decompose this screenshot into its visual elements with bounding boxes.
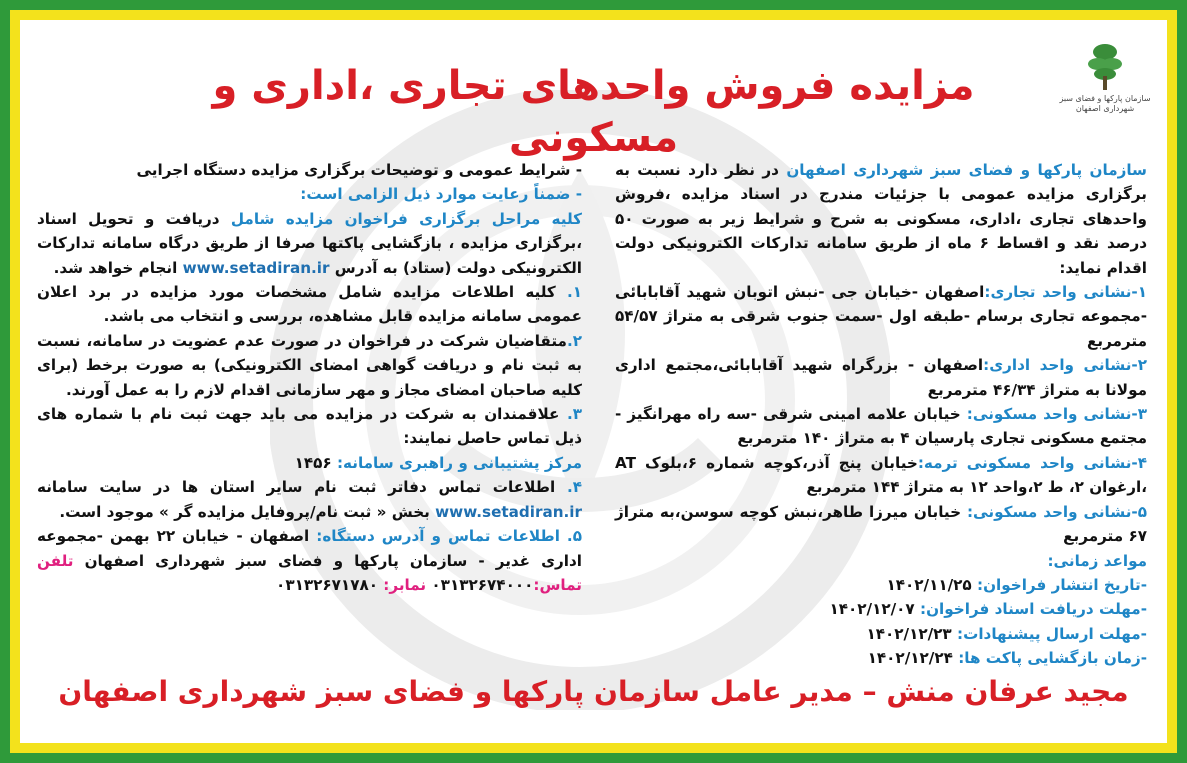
list-item: [615, 451, 1147, 500]
paragraph-number: ۲.: [566, 331, 582, 350]
contact-label: ۵. اطلاعات تماس و آدرس دستگاه:: [316, 527, 582, 546]
date-row: [615, 622, 1147, 646]
phone-label: تلفن تماس:: [37, 551, 582, 594]
logo-text-line2: شهرداری اصفهان: [1075, 104, 1135, 113]
item-label: ۳-نشانی واحد مسکونی:: [966, 405, 1147, 424]
numbered-paragraph: [37, 280, 582, 329]
date-label: -مهلت ارسال پیشنهادات:: [957, 624, 1147, 643]
list-item: [615, 353, 1147, 402]
date-row: [615, 646, 1147, 670]
contact-address: اصفهان - خیابان ۲۲ بهمن -مجموعه اداری غدیر - سازمان پارکها و فضای سبز شهرداری اصفهان: [37, 527, 582, 570]
date-row: [615, 597, 1147, 621]
numbered-paragraph: [37, 402, 582, 451]
tree-leaf-icon: [1082, 38, 1128, 92]
item-label: ۴-نشانی واحد مسکونی ترمه:: [917, 453, 1147, 472]
list-item: [615, 500, 1147, 549]
date-label: -مهلت دریافت اسناد فراخوان:: [920, 600, 1147, 619]
block-code: AT: [615, 453, 636, 472]
item-label: ۱-نشانی واحد تجاری:: [984, 283, 1147, 302]
date-value: ۱۴۰۲/۱۲/۲۴: [867, 649, 959, 668]
notice-panel: [20, 20, 1167, 743]
date-value: ۱۴۰۲/۱۲/۲۳: [866, 624, 958, 643]
phone-number: ۰۳۱۳۲۶۷۴۰۰۰: [431, 575, 534, 594]
support-number: ۱۴۵۶: [294, 453, 337, 472]
requirements-heading: - ضمناً رعایت موارد ذیل الزامی است:: [300, 185, 582, 204]
paragraph-text: علاقمندان به شرکت در مزایده می باید جهت ثبت نام با شماره های ذیل تماس حاصل نمایند:: [37, 405, 582, 448]
stages-label: کلیه مراحل برگزاری فراخوان مزایده شامل: [230, 209, 582, 228]
paragraph-text-end: بخش « ثبت نام/پروفایل مزایده گر » موجود است.: [59, 502, 436, 521]
signature-footer: مجید عرفان منش – مدیر عامل سازمان پارکها و فضای سبز شهرداری اصفهان: [58, 675, 1129, 708]
intro-text: در نظر دارد نسبت به برگزاری مزایده عمومی با جزئیات مندرج در اسناد مزایده ،فروش واحدهای تجاری ،اداری، مسکونی به شرح و شرایط زیر به صورت ۵۰ درصد نقد و اقساط ۶ ماه از طریق سامانه تدارکات الکترونیکی دولت اقدام نماید:: [615, 161, 1147, 277]
date-row: [615, 573, 1147, 597]
item-label: ۵-نشانی واحد مسکونی:: [966, 502, 1147, 521]
item-text: اصفهان -خیابان جی -نبش اتوبان شهید آقابابائی -مجموعه تجاری برسام -طبقه اول -سمت جنوب شرقی به متراژ ۵۴/۵۷ مترمربع: [615, 283, 1147, 350]
item-text-end: ،ارغوان ۲، ط ۲،واحد ۱۲ به متراژ ۱۴۴ مترمربع: [806, 478, 1147, 497]
fax-number: ۰۳۱۳۲۶۷۱۷۸۰: [276, 575, 379, 594]
item-text: خیابان پنج آذر،کوچه شماره ۶،بلوک: [635, 453, 918, 472]
right-column: [615, 158, 1147, 671]
stages-end: انجام خواهد شد.: [53, 258, 183, 277]
dates-heading: مواعد زمانی:: [1047, 551, 1147, 570]
stages-paragraph: [37, 207, 582, 280]
support-line: [37, 451, 582, 475]
organization-logo: [1057, 38, 1153, 134]
website-link[interactable]: www.setadiran.ir: [182, 258, 330, 277]
date-value: ۱۴۰۲/۱۱/۲۵: [886, 575, 977, 594]
numbered-paragraph: [37, 475, 582, 524]
paragraph-number: ۴.: [566, 478, 582, 497]
paragraph-text: کلیه اطلاعات مزایده شامل مشخصات مورد مزایده در برد اعلان عمومی سامانه مزایده قابل مشاهده، بررسی و انتخاب می باشد.: [37, 283, 582, 326]
date-label: -زمان بازگشایی پاکت ها:: [958, 649, 1147, 668]
intro-paragraph: [615, 158, 1147, 280]
left-column: [37, 158, 582, 597]
list-item: [615, 402, 1147, 451]
stages-text: دریافت و تحویل اسناد ،برگزاری مزایده ، بازگشایی پاکتها صرفا از طریق درگاه سامانه تدارکات الکترونیکی دولت (ستاد) به آدرس: [37, 209, 582, 277]
website-link[interactable]: www.setadiran.ir: [435, 502, 582, 521]
paragraph-number: ۱.: [566, 283, 582, 302]
paragraph-text: متقاضیان شرکت در فراخوان در صورت عدم عضویت در سامانه، نسبت به ثبت نام و دریافت گواهی امضای الکترونیکی) به صورت برخط (برای کلیه صاحبان امضای مجاز و مهر سازمانی اقدام لازم را به عمل آورند.: [37, 331, 582, 399]
item-text: اصفهان - بزرگراه شهید آقابابائی،مجتمع اداری مولانا به متراژ ۴۶/۳۴ مترمربع: [615, 356, 1147, 399]
contact-paragraph: [37, 524, 582, 597]
page-title: مزایده فروش واحدهای تجاری ،اداری و مسکونی: [212, 63, 975, 161]
item-text: خیابان میرزا طاهر،نبش کوچه سوسن،به متراژ ۶۷ مترمربع: [615, 502, 1147, 546]
paragraph-text: اطلاعات تماس دفاتر ثبت نام سایر استان ها در سایت سامانه: [37, 478, 567, 497]
paragraph-number: ۳.: [566, 405, 582, 424]
item-text: خیابان علامه امینی شرقی -سه راه مهرانگیز - مجتمع مسکونی تجاری پارسیان ۴ به متراژ ۱۴۰ مترمربع: [615, 405, 1147, 448]
support-label: مرکز پشتیبانی و راهبری سامانه:: [336, 453, 582, 472]
item-label: ۲-نشانی واحد اداری:: [983, 356, 1147, 375]
logo-text-line1: سازمان پارکها و فضای سبز: [1059, 94, 1151, 103]
numbered-paragraph: [37, 329, 582, 402]
general-conditions: - شرایط عمومی و توضیحات برگزاری مزایده دستگاه اجرایی: [136, 161, 582, 179]
date-value: ۱۴۰۲/۱۲/۰۷: [829, 600, 921, 619]
intro-org: سازمان پارکها و فضای سبز شهرداری اصفهان: [786, 161, 1147, 179]
fax-label: نمابر:: [378, 575, 432, 594]
list-item: [615, 280, 1147, 353]
date-label: -تاریخ انتشار فراخوان:: [977, 575, 1147, 594]
